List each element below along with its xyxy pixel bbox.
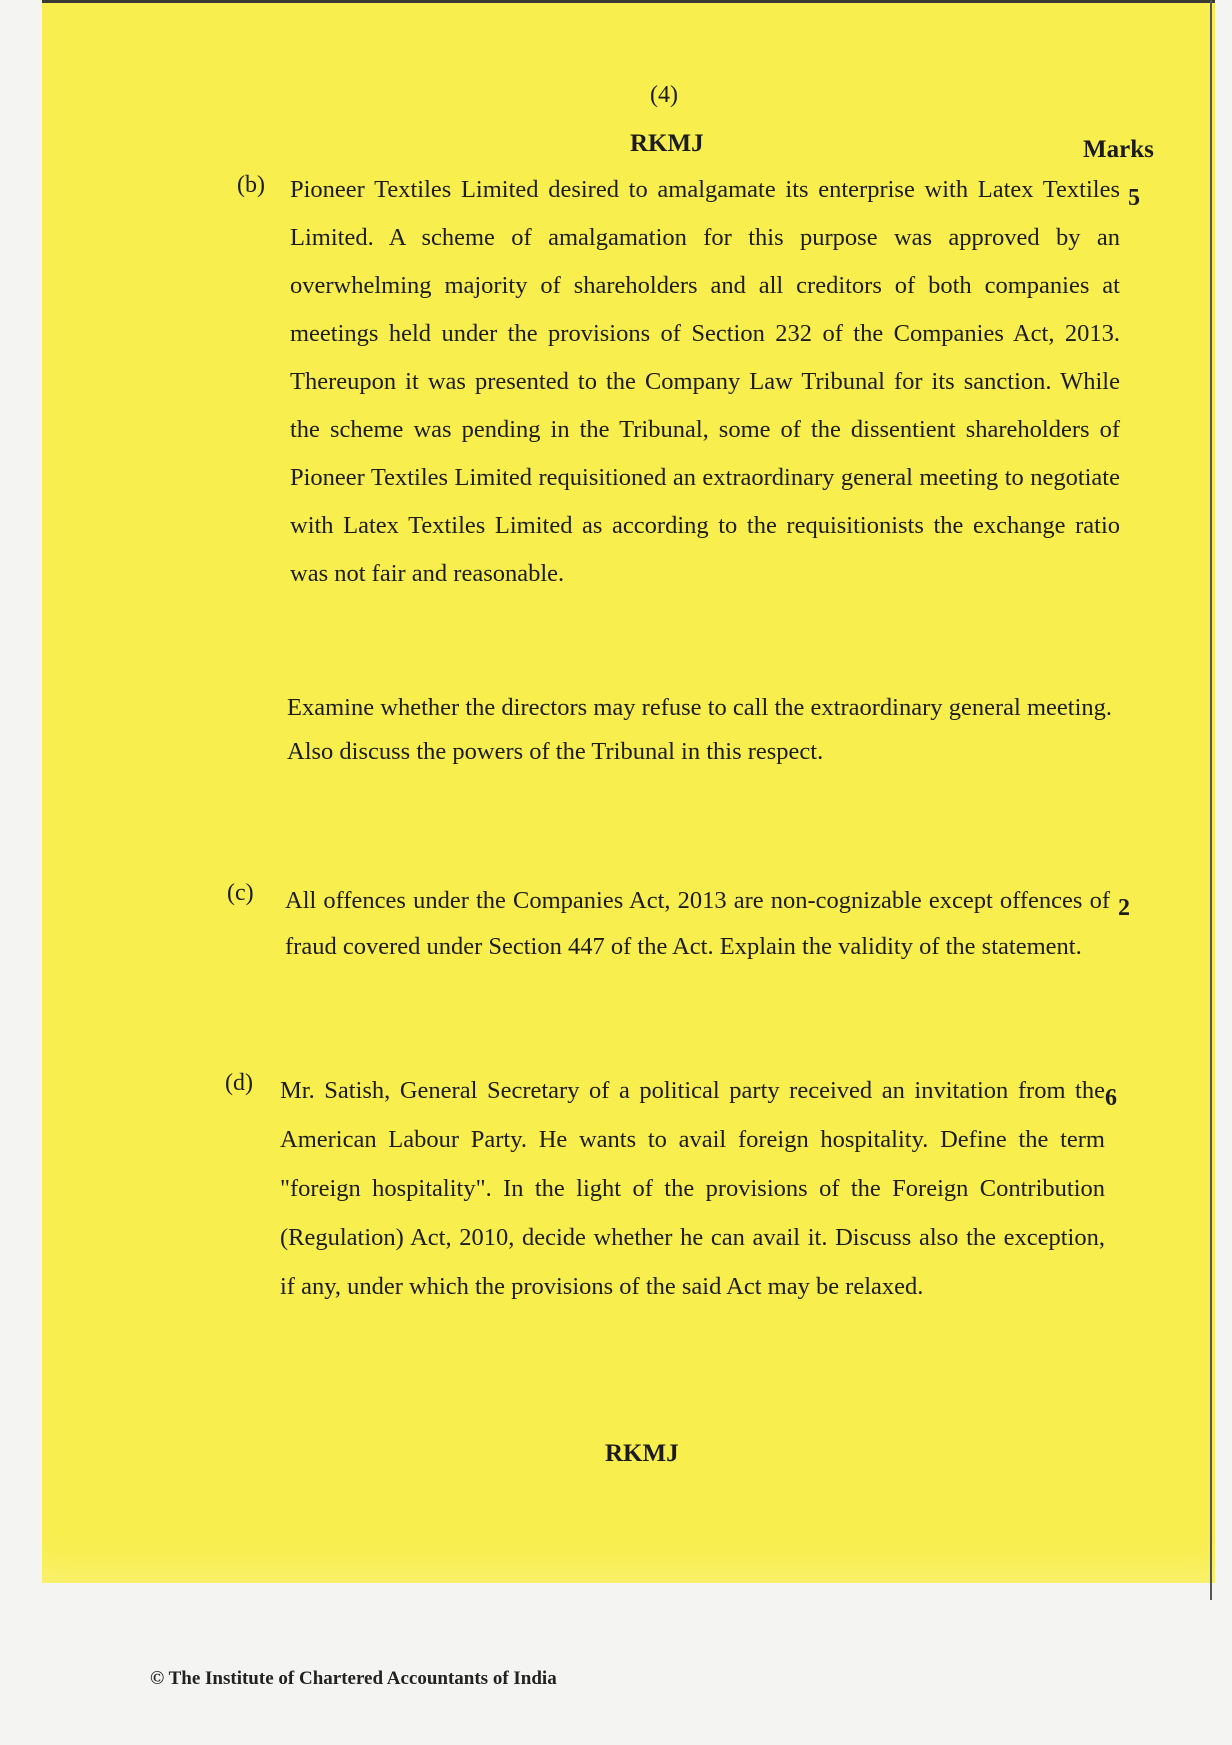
question-text-c: All offences under the Companies Act, 2013 are non-cognizable except offences of fraud covered under Section 447 of the Act. Explain the validity of the statement. (285, 887, 1110, 960)
marks-heading: Marks (1083, 136, 1154, 163)
question-marks-b: 5 (1128, 185, 1140, 211)
page-number: (4) (650, 82, 678, 108)
question-marks-d: 6 (1105, 1085, 1117, 1111)
question-marks-c: 2 (1118, 895, 1130, 921)
question-label-b: (b) (237, 172, 265, 198)
paper-code-header: RKMJ (630, 130, 704, 157)
page-edge (1210, 0, 1212, 1600)
copyright-notice: © The Institute of Chartered Accountants of India (150, 1668, 557, 1689)
question-label-c: (c) (227, 880, 254, 906)
question-text-b: Pioneer Textiles Limited desired to amalgamate its enterprise with Latex Textiles Limited. A scheme of amalgamation for this purpose was approved by an overwhelming majority of shareholders and all creditors of both companies at meetings held under the provisions of Section 232 of the Companies Act, 2013. Thereupon it was presented to the Company Law Tribunal for its sanction. While the scheme was pending in the Tribunal, some of the dissentient shareholders of Pioneer Textiles Limited requisitioned an extraordinary general meeting to negotiate with Latex Textiles Limited as according to the requisitionists the exchange ratio was not fair and reasonable. (290, 176, 1120, 587)
question-instruction-b: Examine whether the directors may refuse to call the extraordinary general meeting. Also discuss the powers of the Tribunal in this respect. (287, 694, 1112, 765)
question-text-d: Mr. Satish, General Secretary of a political party received an invitation from the American Labour Party. He wants to avail foreign hospitality. Define the term "foreign hospitality". In the light of the provisions of the Foreign Contribution (Regulation) Act, 2010, decide whether he can avail it. Discuss also the exception, if any, under which the provisions of the said Act may be relaxed. (280, 1077, 1105, 1300)
footer-paper-code: RKMJ (605, 1440, 679, 1467)
question-label-d: (d) (225, 1070, 253, 1096)
